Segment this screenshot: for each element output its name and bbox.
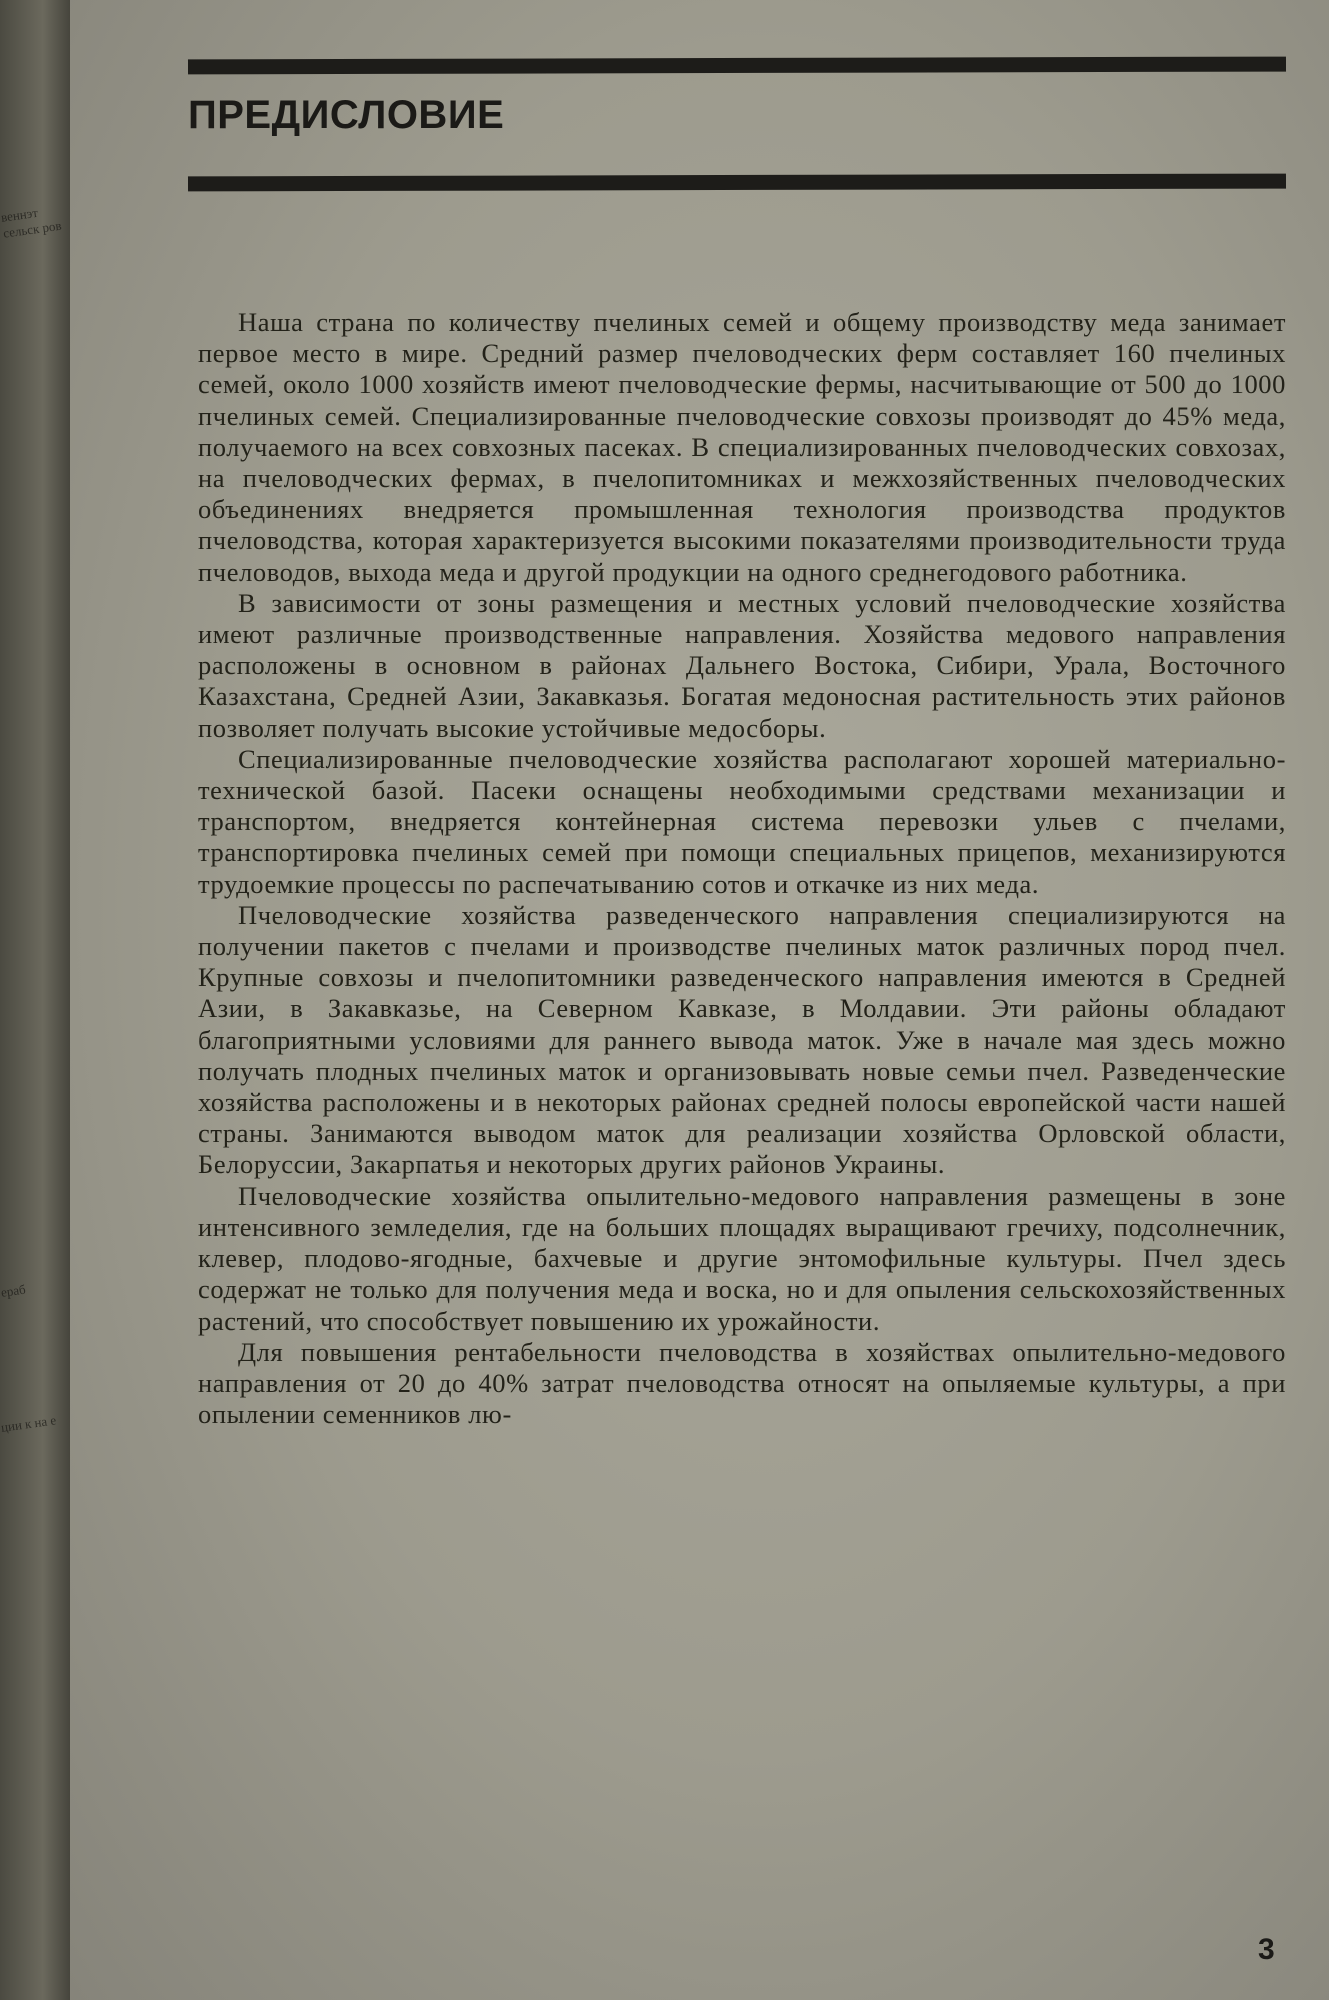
spine-text-fragment: ции к на е <box>0 1412 57 1435</box>
body-text <box>198 307 1286 1430</box>
spine-text-fragment: ераб <box>0 1281 27 1300</box>
book-page <box>70 0 1329 2000</box>
page-number: 3 <box>1258 1933 1275 1966</box>
paragraph: Пчеловодческие хозяйства разведенческого направления специализируются на получении пакетов с пчелами и производстве пчелиных маток различных пород пчел. Крупные совхозы и пчелопитомники разведенческого направления имеются в Средней Азии, в Закавказье, на Северном Кавказе, в Молдавии. Эти районы обладают благоприятными условиями для раннего вывода маток. Уже в начале мая здесь можно получать плодных пчелиных маток и организовывать новые семьи пчел. Разведенческие хозяйства расположены и в некоторых районах средней полосы европейской части нашей страны. Занимаются выводом маток для реализации хозяйства Орловской области, Белоруссии, Закарпатья и некоторых других районов Украины. <box>198 899 1286 1180</box>
paragraph: Пчеловодческие хозяйства опылительно-медового направления размещены в зоне интенсивного земледелия, где на больших площадях выращивают гречиху, подсолнечник, клевер, плодово-ягодные, бахчевые и другие энтомофильные культуры. Пчел здесь содержат не только для получения меда и воска, но и для опыления сельскохозяйственных растений, что способствует повышению их урожайности. <box>198 1180 1286 1336</box>
heading-top-rule <box>188 57 1286 75</box>
paragraph: В зависимости от зоны размещения и местных условий пчеловодческие хозяйства имеют различные производственные направления. Хозяйства медового направления расположены в основном в районах Дальнего Востока, Сибири, Урала, Восточного Казахстана, Средней Азии, Закавказья. Богатая медоносная растительность этих районов позволяет получать высокие устойчивые медосборы. <box>198 587 1286 743</box>
paragraph: Специализированные пчеловодческие хозяйства располагают хорошей материально-технической базой. Пасеки оснащены необходимыми средствами механизации и транспортом, внедряется контейнерная система перевозки ульев с пчелами, транспортировка пчелиных семей при помощи специальных прицепов, механизируются трудоемкие процессы по распечатыванию сотов и откачке из них меда. <box>198 743 1286 899</box>
book-spine <box>0 0 78 2000</box>
spine-text-fragment: веннэт сельск ров <box>0 204 63 241</box>
paragraph: Наша страна по количеству пчелиных семей и общему производству меда занимает первое место в мире. Средний размер пчеловодческих ферм составляет 160 пчелиных семей, около 1000 хозяйств имеют пчеловодческие фермы, насчитывающие от 500 до 1000 пчелиных семей. Специализированные пчеловодческие совхозы производят до 45% меда, получаемого на всех совхозных пасеках. В специализированных пчеловодческих совхозах, на пчеловодческих фермах, в пчелопитомниках и межхозяйственных пчеловодческих объединениях внедряется промышленная технология производства продуктов пчеловодства, которая характеризуется высокими показателями производительности труда пчеловодов, выхода меда и другой продукции на одного среднегодового работника. <box>198 307 1286 587</box>
paragraph: Для повышения рентабельности пчеловодства в хозяйствах опылительно-медового направления от 20 до 40% затрат пчеловодства относят на опыляемые культуры, а при опылении семенников лю- <box>198 1336 1286 1430</box>
heading-bottom-rule <box>188 174 1286 192</box>
page-title: ПРЕДИСЛОВИЕ <box>188 93 505 137</box>
